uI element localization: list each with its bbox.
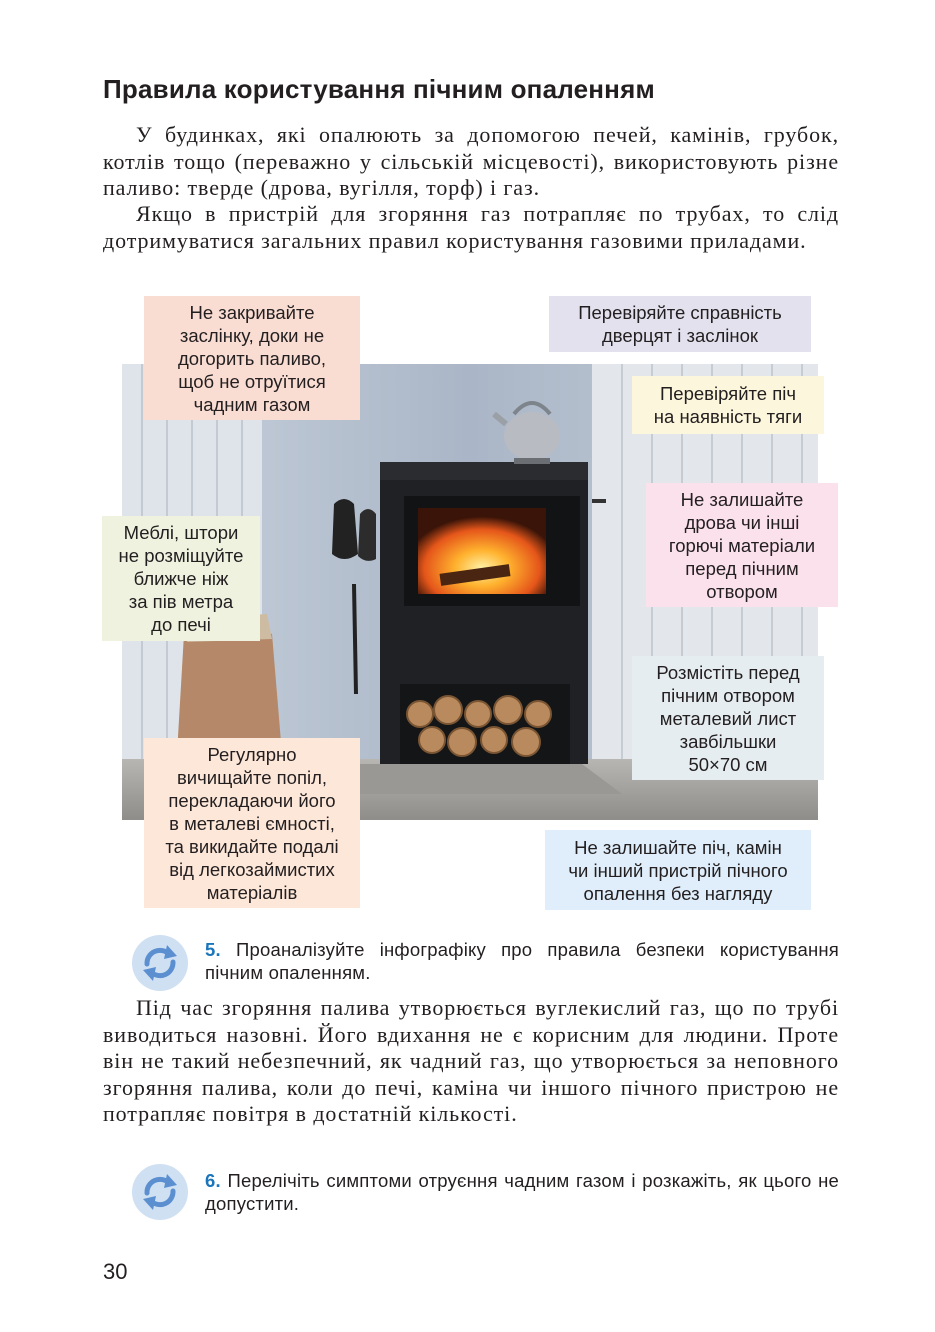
refresh-arrows-icon bbox=[131, 934, 189, 992]
callout-metal-sheet: Розмістіть перед пічним отвором металевий лист завбільшки 50×70 см bbox=[632, 656, 824, 780]
gas-paragraph: Якщо в пристрій для згоряння газ потрапляє по трубах, то слід дотримуватися загальних правил користування газовими приладами. bbox=[103, 201, 839, 253]
callout-check-doors: Перевіряйте справність дверцят і заслінок bbox=[549, 296, 811, 352]
page-number: 30 bbox=[103, 1259, 128, 1284]
callout-damper-rule: Не закривайте заслінку, доки не догорить паливо, щоб не отруїтися чадним газом bbox=[144, 296, 360, 420]
callout-furniture-distance: Меблі, штори не розміщуйте ближче ніж за пів метра до печі bbox=[102, 516, 260, 641]
task-number: 6. bbox=[205, 1170, 221, 1191]
task-5 bbox=[205, 938, 839, 984]
task-text: Перелічіть симптоми отруєння чадним газом і розкажіть, як цього не допустити. bbox=[205, 1170, 840, 1214]
callout-check-draft: Перевіряйте піч на наявність тяги bbox=[632, 376, 824, 434]
section-heading: Правила користування пічним опаленням bbox=[103, 74, 655, 104]
task-6 bbox=[205, 1169, 839, 1215]
co-paragraph: Під час згоряння палива утворюється вуглекислий газ, що по трубі виводиться назовні. Його вдихання не є корисним для людини. Проте він не такий небезпечний, як чадний газ, що утворюється за неповного згоряння палива, коли до печі, каміна чи іншого пічного пристрою не потрапляє повітря в достатній кількості. bbox=[103, 995, 839, 1126]
callout-flammables: Не залишайте дрова чи інші горючі матеріали перед пічним отвором bbox=[646, 483, 838, 607]
intro-paragraph: У будинках, які опалюють за допомогою печей, камінів, грубок, котлів тощо (переважно у сільській місцевості), використовують різне паливо: тверде (дрова, вугілля, торф) і газ. bbox=[103, 122, 839, 200]
callout-ash-cleaning: Регулярно вичищайте попіл, перекладаючи його в металеві ємності, та викидайте подалі від легкозаймистих матеріалів bbox=[144, 738, 360, 908]
callout-supervision: Не залишайте піч, камін чи інший пристрій пічного опалення без нагляду bbox=[545, 830, 811, 910]
task-text: Проаналізуйте інфографіку про правила безпеки користування пічним опаленням. bbox=[205, 939, 839, 983]
refresh-arrows-icon bbox=[131, 1163, 189, 1221]
task-number: 5. bbox=[205, 939, 221, 960]
